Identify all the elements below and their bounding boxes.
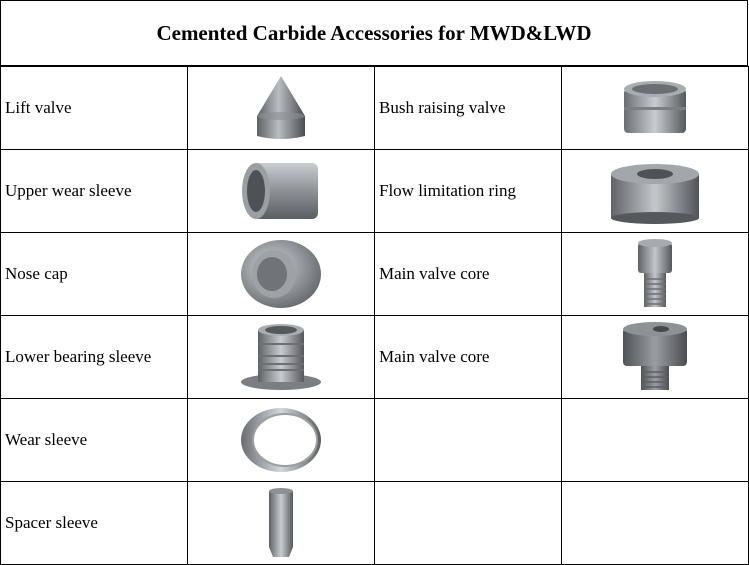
table-row [1, 316, 749, 399]
table-row [1, 67, 749, 150]
upper-wear-sleeve-icon [188, 150, 375, 233]
right-label [375, 399, 562, 482]
table-row [1, 233, 749, 316]
table-row [1, 482, 749, 565]
main-valve-core-icon [562, 316, 749, 399]
left-label: Upper wear sleeve [1, 150, 188, 233]
table-row [1, 150, 749, 233]
nose-cap-icon [188, 233, 375, 316]
right-label [375, 482, 562, 565]
spacer-sleeve-icon [188, 482, 375, 565]
wear-sleeve-icon [188, 399, 375, 482]
left-label: Wear sleeve [1, 399, 188, 482]
bush-raising-valve-icon [562, 67, 749, 150]
accessories-table [0, 66, 749, 565]
empty-cell [562, 399, 749, 482]
left-label: Lower bearing sleeve [1, 316, 188, 399]
right-label: Bush raising valve [375, 67, 562, 150]
right-label: Main valve core [375, 316, 562, 399]
left-label: Spacer sleeve [1, 482, 188, 565]
page-title: Cemented Carbide Accessories for MWD&LWD [0, 0, 748, 66]
left-label: Nose cap [1, 233, 188, 316]
right-label: Flow limitation ring [375, 150, 562, 233]
left-label: Lift valve [1, 67, 188, 150]
lower-bearing-sleeve-icon [188, 316, 375, 399]
table-row [1, 399, 749, 482]
main-valve-core-icon [562, 233, 749, 316]
empty-cell [562, 482, 749, 565]
lift-valve-icon [188, 67, 375, 150]
flow-limitation-ring-icon [562, 150, 749, 233]
right-label: Main valve core [375, 233, 562, 316]
